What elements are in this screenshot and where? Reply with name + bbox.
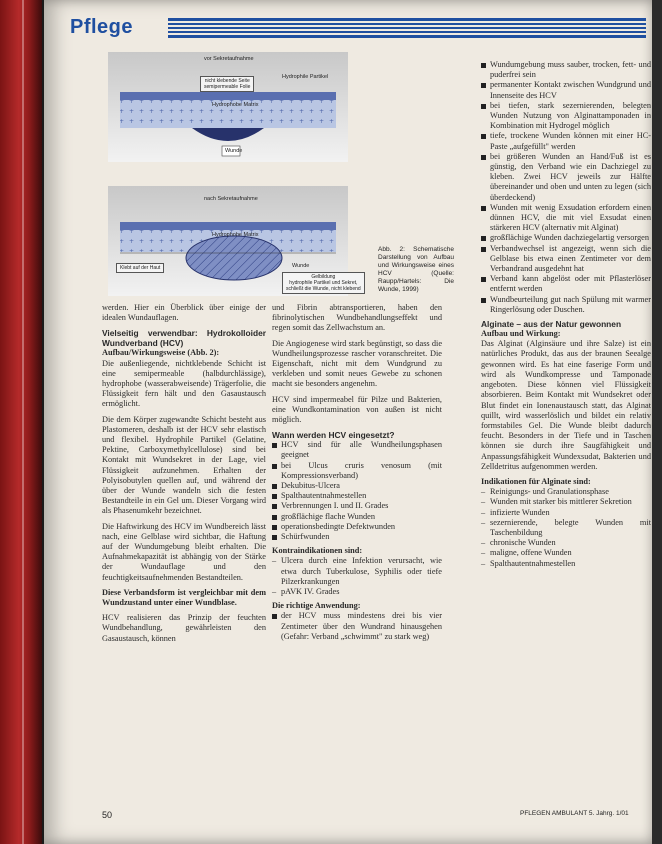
paragraph: HCV realisieren das Prinzip der feuchten Wundbehandlung, gewährleisten den Gasaustausch, können [102, 613, 266, 643]
list-item: Spalthautentnahmestellen [272, 491, 442, 501]
indications-list [481, 487, 651, 569]
heading-uses: Wann werden HCV eingesetzt? [272, 430, 395, 441]
paragraph: und Fibrin abtransportieren, haben den fibrinolytischen Wundbehandlungseffekt und regen somit das Zellwachstum an. [272, 303, 442, 333]
bottom-panel-title: nach Sekretaufnahme [204, 196, 258, 202]
list-item: HCV sind für alle Wundheilungsphasen geeignet [272, 440, 442, 460]
contra-list [272, 556, 442, 597]
section-title: Pflege [70, 16, 134, 38]
list-item: Verbandwechsel ist angezeigt, wenn sich die Gelblase bis etwa einen Zentimeter vor dem Verbandrand ausgedehnt hat [481, 244, 651, 275]
paragraph: Das Alginat (Alginsäure und ihre Salze) ist ein natürliches Produkt, das aus der braunen Seealge gewonnen wird. Es hat eine faserige Form und wird als Wundkompresse und Tamponade angeboten. Diese können viel Flüssigkeit absorbieren. Beim Kontakt mit Wundsekret oder Blut findet ein Ionenaustausch statt, das Alginat quillt, wird wasserlöslich und bildet ein relativ formstabiles Gel. Die Wunde bleibt dadurch feucht. Besonders in der Tiefe und in Taschen können sie durch ihre Saugfähigkeit und Anpassungsfähigkeit Wundexsudat, Bakterien und Zelldetritus aufgenommen werden. [481, 339, 651, 471]
magazine-footer: PFLEGEN AMBULANT 5. Jahrg. 1/01 [520, 810, 629, 817]
list-item: bei tiefen, stark sezernierenden, belegten Wunden Nutzung von Alginattamponaden in Kombination mit Hydrogel möglich [481, 101, 651, 132]
application-list [481, 60, 651, 315]
figure-caption: Abb. 2: Schematische Darstellung von Aufbau und Wirkungsweise eines HCV (Quelle: Raupp/Hartels: Die Wunde, 1999) [378, 246, 454, 293]
usage-list [272, 611, 442, 642]
list-item: großflächige flache Wunden [272, 512, 442, 522]
title-rule [168, 18, 646, 38]
subheading-structure: Aufbau/Wirkungsweise (Abb. 2): [102, 348, 220, 358]
top-panel-title: vor Sekretaufnahme [204, 56, 254, 62]
label-matrix-top: Hydrophobe Matrix [212, 102, 259, 108]
list-item: operationsbedingte Defektwunden [272, 522, 442, 532]
label-wound-top: Wunde [225, 148, 243, 154]
uses-list [272, 440, 442, 542]
paragraph-bold: Diese Verbandsform ist vergleichbar mit dem Wundzustand unter einer Wundblase. [102, 587, 266, 608]
list-item: bei größeren Wunden an Hand/Fuß ist es günstig, den Verband wie ein Dachziegel zu kleben. Zwei HCV jeweils zur Hälfte übereinander und oben und unten zu legen (sich überdeckend) [481, 152, 651, 203]
label-gel: Gelbildung hydrophile Partikel und Sekret, schließt die Wunde, nicht klebend [282, 272, 365, 294]
heading-indications: Indikationen für Alginate sind: [481, 476, 591, 486]
list-item: der HCV muss mindestens drei bis vier Zentimeter über den Wundrand hinausgehen (Gefahr: Verband „schwimmt" zu stark weg) [272, 611, 442, 642]
text-column-1 [102, 303, 266, 649]
list-item: – Spalthautentnahmestellen [481, 559, 651, 569]
list-item: – Reinigungs- und Granulationsphase [481, 487, 651, 497]
book-binding-edge [0, 0, 42, 844]
list-item: Wundumgebung muss sauber, trocken, fett- und puderfrei sein [481, 60, 651, 80]
list-item: bei Ulcus cruris venosum (mit Kompressionsverband) [272, 461, 442, 481]
label-skin: Klebt auf der Haut [116, 263, 164, 273]
list-item: Dekubitus-Ulcera [272, 481, 442, 491]
page-shadow-edge [652, 0, 662, 844]
list-item: – sezernierende, belegte Wunden mit Taschenbildung [481, 518, 651, 538]
heading-contraindications: Kontraindikationen sind: [272, 546, 363, 556]
list-item: Wunden mit wenig Exsudation erfordern einen dünnen HCV, die mit viel Exsudat einen stärkeren HCV (alternativ mit Alginat) [481, 203, 651, 234]
label-matrix-bottom: Hydrophobe Matrix [212, 232, 259, 238]
page-number: 50 [102, 810, 113, 820]
list-item: Verbrennungen I. und II. Grades [272, 501, 442, 511]
heading-hcv: Vielseitig verwendbar: Hydrokolloider Wundverband (HCV) [102, 328, 266, 349]
list-item: – Ulcera durch eine Infektion verursacht, wie etwa durch Tuberkulose, Syphilis oder tiefe Pilzerkrankungen [272, 556, 442, 587]
figure-wound-dressing-diagram [96, 46, 380, 298]
list-item: – pAVK IV. Grades [272, 587, 442, 597]
subheading-alginate-structure: Aufbau und Wirkung: [481, 329, 561, 339]
paragraph: HCV sind impermeabel für Pilze und Bakterien, eine Wundkontamination von außen ist nicht möglich. [272, 394, 442, 425]
list-item: tiefe, trockene Wunden können mit einer HC-Paste „aufgefüllt" werden [481, 131, 651, 151]
paragraph: Die Haftwirkung des HCV im Wundbereich lässt nach, eine Gelblase wird sichtbar, die Haftung auf der Wundumgebung bleibt erhalten. Die Aufnahmekapazität ist abhängig von der Stärke der Wundauflage und den feuchtigkeitsaufnehmenden Bestandteilen. [102, 521, 266, 582]
paragraph: Die außenliegende, nichtklebende Schicht ist eine semipermeable (halbdurchlässige), hydrophobe (wasserabweisende) Trägerfolie, die Flüssigkeit fern hält und den Gasaustausch ermöglicht. [102, 358, 266, 409]
list-item: – infizierte Wunden [481, 508, 651, 518]
text-column-2 [272, 303, 442, 646]
paragraph: Die dem Körper zugewandte Schicht besteht aus Plastomeren, deshalb ist der HCV sehr elastisch und flexibel. Hydrophile Partikel (Gelatine, Pektine, Carboxymethylcellulose) sind bei Kontakt mit Wundsekret in der Lage, viel Flüssigkeit aufzunehmen. Erhalten der Polyisobutylen quellen auf, und während der über der Wunde wandeln sich die festen Bestandteile in ein Gel um. Dieser Vorgang wird als Phasenumkehr bezeichnet. [102, 414, 266, 516]
text-column-3 [481, 60, 651, 573]
list-item: Schürfwunden [272, 532, 442, 542]
list-item: – maligne, offene Wunden [481, 548, 651, 558]
list-item: großflächige Wunden dachziegelartig versorgen [481, 233, 651, 243]
paragraph: werden. Hier ein Überblick über einige der idealen Wundauflagen. [102, 303, 266, 323]
label-film: nicht klebende Seite semipermeable Folie [200, 76, 254, 92]
heading-alginate: Alginate – aus der Natur gewonnen [481, 319, 622, 330]
list-item: – Wunden mit starker bis mittlerer Sekretion [481, 497, 651, 507]
paragraph: Die Angiogenese wird stark begünstigt, so dass die Wundheilungsprozesse rascher voranschreitet. Die Eigenschaft, nicht mit dem Wundgrund zu verkleben und somit neues Gewebe zu schonen macht sie besonders angenehm. [272, 338, 442, 389]
list-item: – chronische Wunden [481, 538, 651, 548]
label-particle: Hydrophile Partikel [282, 74, 329, 80]
list-item: permanenter Kontakt zwischen Wundgrund und Innenseite des HCV [481, 80, 651, 100]
list-item: Verband kann abgelöst oder mit Pflasterlöser entfernt werden [481, 274, 651, 294]
heading-usage: Die richtige Anwendung: [272, 601, 361, 611]
list-item: Wundbeurteilung gut nach Spülung mit warmer Ringerlösung oder Duschen. [481, 295, 651, 315]
label-wound-bottom: Wunde [292, 263, 310, 269]
